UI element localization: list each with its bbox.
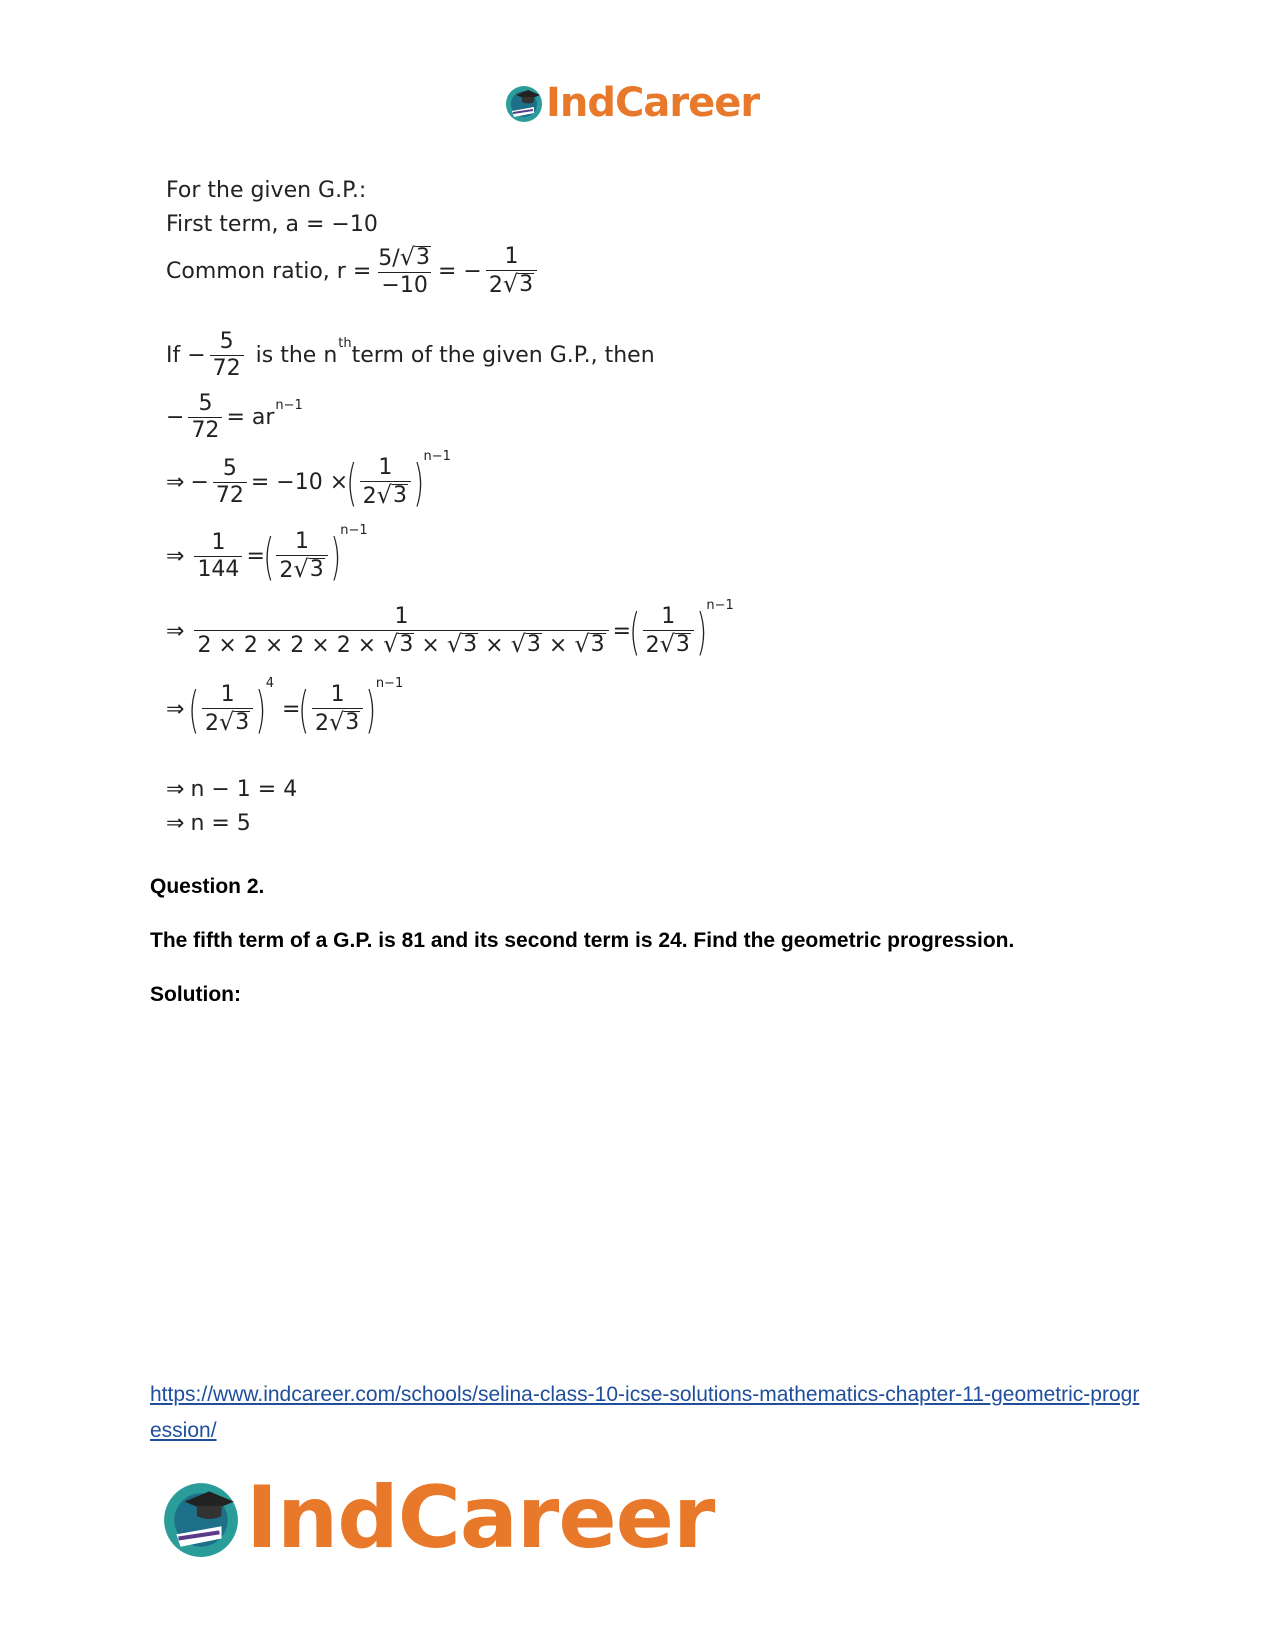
common-ratio-equals: = − bbox=[437, 259, 482, 284]
source-link[interactable]: https://www.indcareer.com/schools/selina-class-10-icse-solutions-mathematics-chapter-11-geometric-progression/ bbox=[150, 1383, 1140, 1442]
common-ratio-fraction bbox=[375, 245, 434, 298]
math-line-ar: − $\frac{5}{72}$ = ar n−1 bbox=[166, 391, 303, 443]
math-line-step-5: ⇒ n − 1 = 4 bbox=[166, 777, 298, 802]
if-text: If − bbox=[166, 343, 206, 368]
indcareer-globe-icon bbox=[160, 1477, 242, 1559]
header-logo bbox=[504, 80, 759, 126]
math-line-step-1: ⇒ − $\frac{5}{72}$ = −10 × ( 1 2 √ 3 ) n−1 bbox=[166, 449, 451, 512]
math-line-step-3: ⇒ 1 2 × 2 × 2 × 2 × √ 3 × √ 3 × √ 3 × √ 3 = ( 1 2 √ 3 ) n−1 bbox=[166, 598, 734, 661]
common-ratio-label: Common ratio, r = bbox=[166, 259, 372, 284]
math-line-2: First term, a = −10 bbox=[166, 212, 378, 237]
common-ratio-result: 1 2 √ 3 bbox=[486, 245, 537, 298]
math-line-step-4: ⇒ ( 1 2 √ 3 ) 4 = ( 1 2 √ 3 ) n−1 bbox=[166, 676, 404, 739]
indcareer-globe-icon bbox=[504, 83, 544, 123]
nth-term-text: is the n bbox=[255, 343, 338, 368]
footer-logo bbox=[160, 1470, 714, 1566]
sqrt-three: √ 3 bbox=[399, 243, 430, 271]
numerator-five: 5 bbox=[378, 246, 393, 271]
math-line-common-ratio bbox=[166, 245, 541, 298]
math-line-1: For the given G.P.: bbox=[166, 178, 367, 203]
question-title: Question 2. bbox=[150, 875, 265, 898]
common-ratio-denominator: −10 bbox=[378, 272, 430, 298]
math-line-step-2: ⇒ $\frac{1}{144}$ = ( 1 2 √ 3 ) n−1 bbox=[166, 523, 368, 586]
header-logo-text: IndCareer bbox=[546, 80, 760, 126]
common-ratio-numerator: 5/ √ 3 bbox=[378, 243, 430, 271]
implies-arrow: ⇒ bbox=[166, 470, 185, 495]
fraction-5-72: $\frac{5}{72}$ bbox=[210, 330, 244, 381]
solution-label: Solution: bbox=[150, 983, 241, 1006]
question-text: The fifth term of a G.P. is 81 and its second term is 24. Find the geometric progression. bbox=[150, 929, 1015, 952]
math-line-nth-term: If − $\frac{5}{72}$ is the n th term of the given G.P., then bbox=[166, 329, 655, 381]
footer-logo-text: IndCareer bbox=[246, 1468, 715, 1568]
math-line-step-6: ⇒ n = 5 bbox=[166, 811, 251, 836]
